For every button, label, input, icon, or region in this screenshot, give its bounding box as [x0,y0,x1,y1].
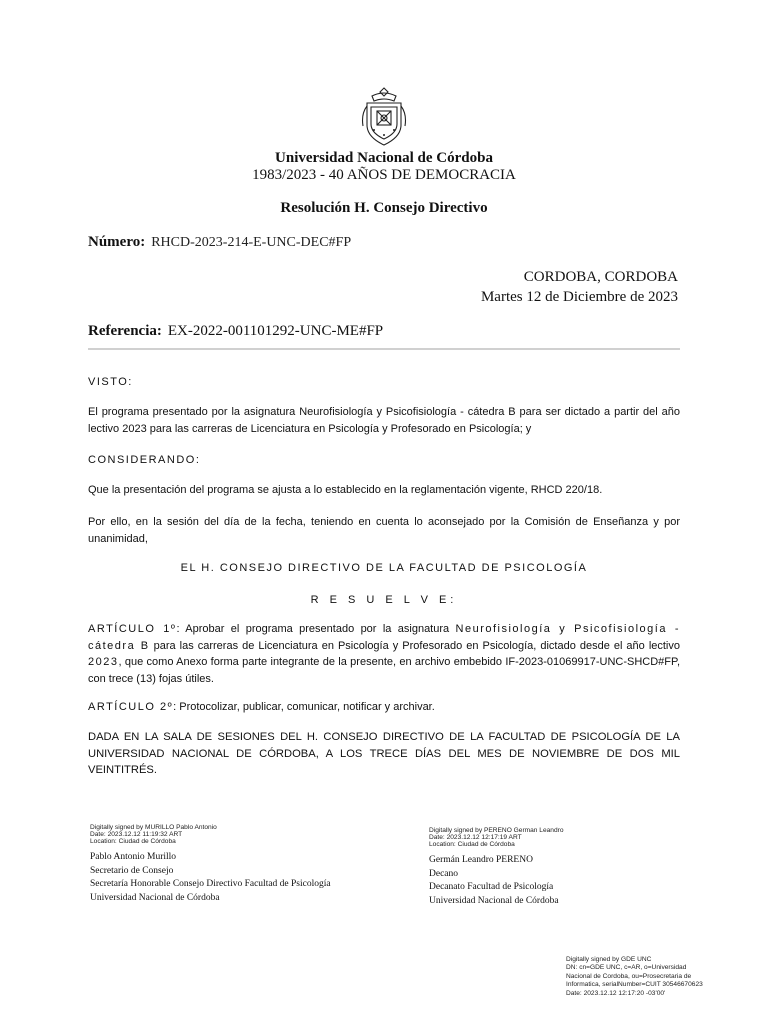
signature-meta-1: Digitally signed by PERENO German Leandro [429,827,564,834]
signature-meta-3: Location: Ciudad de Córdoba [90,838,176,845]
resolution-number-row [88,234,351,251]
article-1-text-c: , que como Anexo forma parte integrante de la presente, en archivo embebido IF-2023-01069917-UNC-SHCD#FP, con trece (13) fojas útiles. [88,656,680,685]
signature-block-secretary [90,824,390,905]
gde-line: Digitally signed by GDE UNC [566,956,652,963]
gde-digital-signature-stamp [566,956,746,998]
considerando-heading: CONSIDERANDO: [88,454,201,466]
signer-institution: Universidad Nacional de Córdoba [429,895,559,906]
article-2 [88,699,680,716]
article-1-label: ARTÍCULO 1º [88,623,177,635]
resuelve-heading: R E S U E L V E: [310,594,458,606]
gde-line: Informatica, serialNumber=CUIT 30546670623 [566,981,703,989]
signature-meta-3: Location: Ciudad de Córdoba [429,841,515,848]
signer-title: Decano [429,868,459,879]
signer-name: Germán Leandro PERENO [429,855,533,865]
reference-value: EX-2022-001101292-UNC-ME#FP [167,323,384,339]
reference-label: Referencia: [88,323,162,339]
signature-meta-2: Date: 2023.12.12 11:19:32 ART [90,831,183,838]
signer-name: Pablo Antonio Murillo [90,852,177,862]
council-heading: EL H. CONSEJO DIRECTIVO DE LA FACULTAD DE PSICOLOGÍA [180,562,588,574]
signer-office: Secretaría Honorable Consejo Directivo Facultad de Psicología [90,879,331,889]
considerando-paragraph: Que la presentación del programa se ajusta a lo establecido en la reglamentación vigente, RHCD 220/18. [88,484,603,496]
resolution-number-label: Número: [88,234,146,250]
resolution-number-value: RHCD-2023-214-E-UNC-DEC#FP [151,235,352,250]
gde-line: Nacional de Cordoba, ou=Prosecretaria de [566,972,692,980]
visto-heading: VISTO: [88,376,133,388]
university-crest-icon [358,86,410,148]
resolution-type: Resolución H. Consejo Directivo [280,200,488,216]
article-2-label: ARTÍCULO 2º [88,701,174,713]
por-ello-paragraph: Por ello, en la sesión del día de la fecha, teniendo en cuenta lo aconsejado por la Comisión de Enseñanza y por unanimidad, [88,516,680,545]
place: CORDOBA, CORDOBA [523,269,678,285]
date: Martes 12 de Diciembre de 2023 [480,289,678,305]
gde-line: DN: cn=GDE UNC, c=AR, o=Universidad [566,964,687,972]
commemorative-motto: 1983/2023 - 40 AÑOS DE DEMOCRACIA [252,167,516,183]
closing-paragraph: DADA EN LA SALA DE SESIONES DEL H. CONSEJO DIRECTIVO DE LA FACULTAD DE PSICOLOGÍA DE LA UNIVERSIDAD NACIONAL DE CÓRDOBA, A LOS TRECE DÍAS DEL MES DE NOVIEMBRE DE DOS MIL VEINTITRÉS. [88,731,680,776]
article-1-subject: Neurofisiología y Psicofisiología - cátedra B [88,623,680,652]
article-1 [88,621,680,687]
signature-block-dean [429,827,729,908]
visto-paragraph: El programa presentado por la asignatura Neurofisiología y Psicofisiología - cátedra B para ser dictado a partir del año lectivo 2023 para las carreras de Licenciatura en Psicología y Profesorado en Psicología; y [88,406,680,435]
signer-title: Secretario de Consejo [90,865,174,876]
reference-row [88,323,383,340]
gde-line: Date: 2023.12.12 12:17:20 -03'00' [566,989,666,997]
signer-office: Decanato Facultad de Psicología [429,882,554,892]
signature-meta-1: Digitally signed by MURILLO Pablo Antonio [90,824,217,831]
header-divider [88,348,680,350]
article-1-year: 2023 [88,656,119,668]
university-name: Universidad Nacional de Córdoba [275,150,493,166]
signature-meta-2: Date: 2023.12.12 12:17:19 ART [429,834,522,841]
article-1-text-a: : Aprobar el programa presentado por la asignatura [176,623,456,635]
signer-institution: Universidad Nacional de Córdoba [90,892,220,903]
article-2-text: : Protocolizar, publicar, comunicar, notificar y archivar. [173,701,435,713]
article-1-text-b: para las carreras de Licenciatura en Psicología y Profesorado en Psicología, dictado desde el año lectivo [149,639,680,652]
